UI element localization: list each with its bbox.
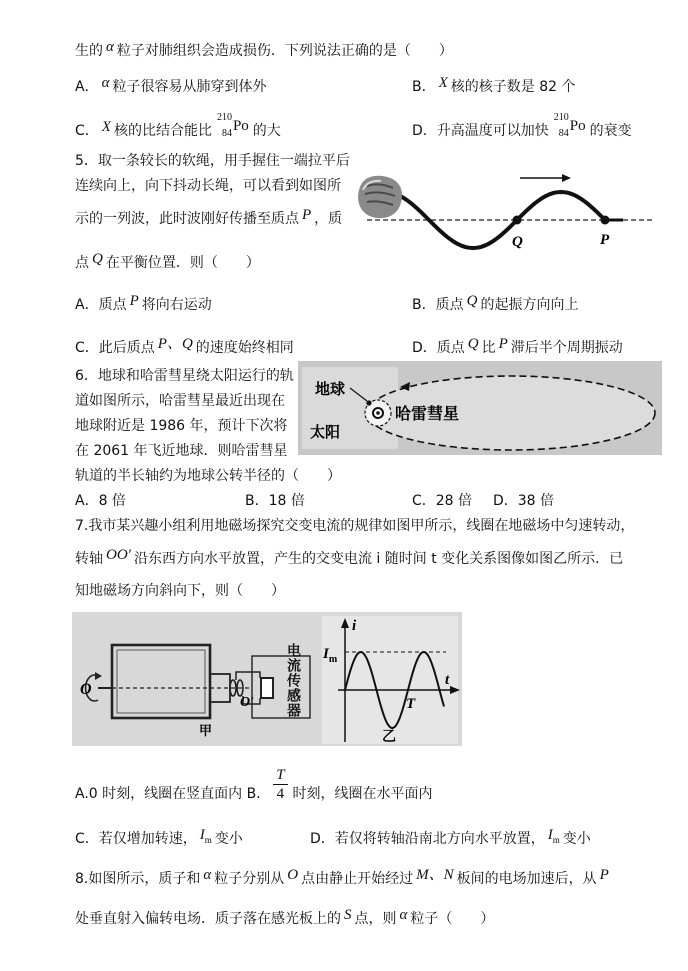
q7-option-a-b [75,766,433,803]
q6-stem-line-2: 道如图所示，哈雷彗星最近出现在 [75,393,285,409]
atomic-number: 84 [221,128,232,139]
stem-text: 沿东西方向水平放置，产生的交变电流 i 随时间 t 变化关系图像如图乙所示．已 [133,551,624,567]
option-text-tail: 的大 [252,123,281,139]
label-axis-i: i [352,618,357,634]
q-symbol: Q [92,251,103,267]
im-subscript: m [552,835,560,845]
p-symbol: P [129,293,139,309]
q4-option-d [412,112,632,140]
q5-option-b [412,293,579,314]
label-axis-t: t [445,672,450,688]
option-text: 核的比结合能比 [113,123,212,139]
mass-number: 210 [216,112,232,123]
q5-option-c [75,336,294,357]
label-figure-a: 甲 [199,724,213,739]
q-symbol: Q [467,336,479,352]
q5-stem-line-3 [75,207,343,228]
stem-text: 转轴 [75,551,103,567]
label-p: P [600,232,610,248]
t-over-4-fraction [273,766,287,803]
label-figure-b: 乙 [382,729,396,745]
option-text: 升高温度可以加快 [436,123,549,139]
q7-option-c [75,827,243,848]
nuclide-numbers [552,112,570,140]
label-earth: 地球 [315,380,346,398]
q6-stem-line-1: 6．地球和哈雷彗星绕太阳运行的轨 [75,368,294,384]
option-text: 粒子很容易从肺穿到体外 [112,79,267,95]
q7-stem-line-1: 7.我市某兴趣小组利用地磁场探究交变电流的规律如图甲所示，线圈在地磁场中匀速转动， [75,518,635,534]
q4-option-a [75,75,267,96]
q6-option-c: C．28 倍 [412,493,473,509]
o-symbol: O [287,867,299,883]
element-symbol: Po [569,118,586,134]
alpha-symbol: α [399,907,408,923]
im-subscript: m [204,835,212,845]
option-text-tail: 的衰变 [589,123,632,139]
q7-option-d [310,827,591,848]
q5-option-a [75,293,212,314]
q4-stem-pre: 生的 [75,43,103,59]
option-text: A.0 时刻，线圈在竖直面内 B． [75,786,271,802]
x-symbol: X [438,75,448,91]
stem-text: 在平衡位置．则（ ） [105,255,260,271]
q7-stem-line-2 [75,547,624,568]
fraction-numerator: T [273,766,287,785]
im-letter: I [547,827,553,843]
im-symbol [200,827,212,843]
coil-and-current-figure [72,612,464,748]
option-text: 时刻，线圈在水平面内 [292,786,433,802]
stem-text: 粒子分别从 [214,871,285,887]
q6-option-b: B．18 倍 [245,493,305,509]
x-symbol: X [101,119,111,135]
earth-icon [366,400,371,405]
option-text: C．若仅增加转速， [75,831,197,847]
q6-option-d: D．38 倍 [493,493,555,509]
option-text: B．质点 [412,297,464,313]
p-q-symbols: P、Q [157,336,193,352]
q6-stem-line-3: 地球附近是 1986 年，预计下次将 [75,418,288,434]
stem-text: 8.如图所示，质子和 [75,871,201,887]
option-text: 变小 [214,831,243,847]
option-text: 的速度始终相同 [195,340,294,356]
hand-icon [358,176,402,218]
point-q-dot [513,216,522,225]
label-period: T [406,696,416,712]
q5-option-d [412,336,623,357]
alpha-symbol: α [203,867,212,883]
im-symbol [548,827,560,843]
label-halley-comet: 哈雷彗星 [395,404,460,423]
fraction-denominator: 4 [276,786,285,802]
q4-stem-post: 粒子对肺组织会造成损伤．下列说法正确的是（ ） [116,43,453,59]
q6-stem-line-5: 轨道的半长轴约为地球公转半径的（ ） [75,468,341,484]
q8-stem-line-2 [75,907,495,928]
stem-text: 点 [75,255,89,271]
option-label: B． [412,79,436,95]
stem-text: 点由静止开始经过 [301,871,414,887]
stem-text: 粒子（ ） [410,911,495,927]
alpha-symbol: α [101,75,110,91]
option-text: D．质点 [412,340,465,356]
rope-wave-figure [355,160,660,260]
sun-center-dot [376,411,380,415]
s-symbol: S [344,907,352,923]
label-im-letter: I [323,646,329,662]
stem-text: 点，则 [354,911,397,927]
option-text: 变小 [562,831,591,847]
label-o: O [80,681,92,698]
label-q: Q [512,234,523,250]
stem-text: 处垂直射入偏转电场．质子落在感光板上的 [75,911,341,927]
element-symbol: Po [232,118,249,134]
sensor-label: 电流传感器 [285,643,301,718]
mass-number: 210 [553,112,569,123]
alpha-symbol: α [106,39,114,55]
q4-stem-tail [75,39,453,60]
option-text: A．质点 [75,297,127,313]
option-text: C．此后质点 [75,340,155,356]
p-symbol: P [599,867,609,883]
option-label: D． [412,123,437,139]
label-sun: 太阳 [310,423,341,441]
m-n-symbols: M、N [416,867,454,883]
q-symbol: Q [466,293,478,309]
q7-stem-line-3: 知地磁场方向斜向下，则（ ） [75,583,285,599]
atomic-number: 84 [558,128,569,139]
option-text: 滞后半个周期振动 [510,340,623,356]
point-p-dot [601,216,610,225]
stem-text: 示的一列波，此时波刚好传播至质点 [75,211,299,227]
halley-orbit-figure [298,361,664,457]
im-letter: I [199,827,205,843]
q8-stem-line-1 [75,867,612,888]
q4-option-b [412,75,576,96]
label-o-prime: O′ [240,695,255,710]
q5-stem-line-1: 5．取一条较长的软绳，用手握住一端拉平后 [75,153,350,169]
option-label: A． [75,79,99,95]
p-symbol: P [498,336,508,352]
option-text: 核的核子数是 82 个 [450,79,576,95]
option-text: 将向右运动 [141,297,212,313]
propagation-arrow-icon [520,174,571,182]
q5-stem-line-2: 连续向上，向下抖动长绳，可以看到如图所 [75,178,341,194]
axis-oo-symbol: OO′ [106,547,131,563]
label-im-subscript: m [328,654,338,665]
option-text: 的起振方向向上 [480,297,579,313]
p-symbol: P [302,207,312,223]
stem-text: 板间的电场加速后，从 [456,871,597,887]
q6-stem-line-4: 在 2061 年飞近地球．则哈雷彗星 [75,443,288,459]
option-label: C． [75,123,99,139]
sensor-component [261,678,273,698]
option-text: 比 [481,340,496,356]
option-text: D．若仅将转轴沿南北方向水平放置， [310,831,545,847]
nuclide-numbers [215,112,233,140]
q5-stem-line-4 [75,251,260,272]
q4-option-c [75,112,281,140]
q6-option-a: A．8 倍 [75,493,126,509]
stem-text: ，质 [314,211,343,227]
